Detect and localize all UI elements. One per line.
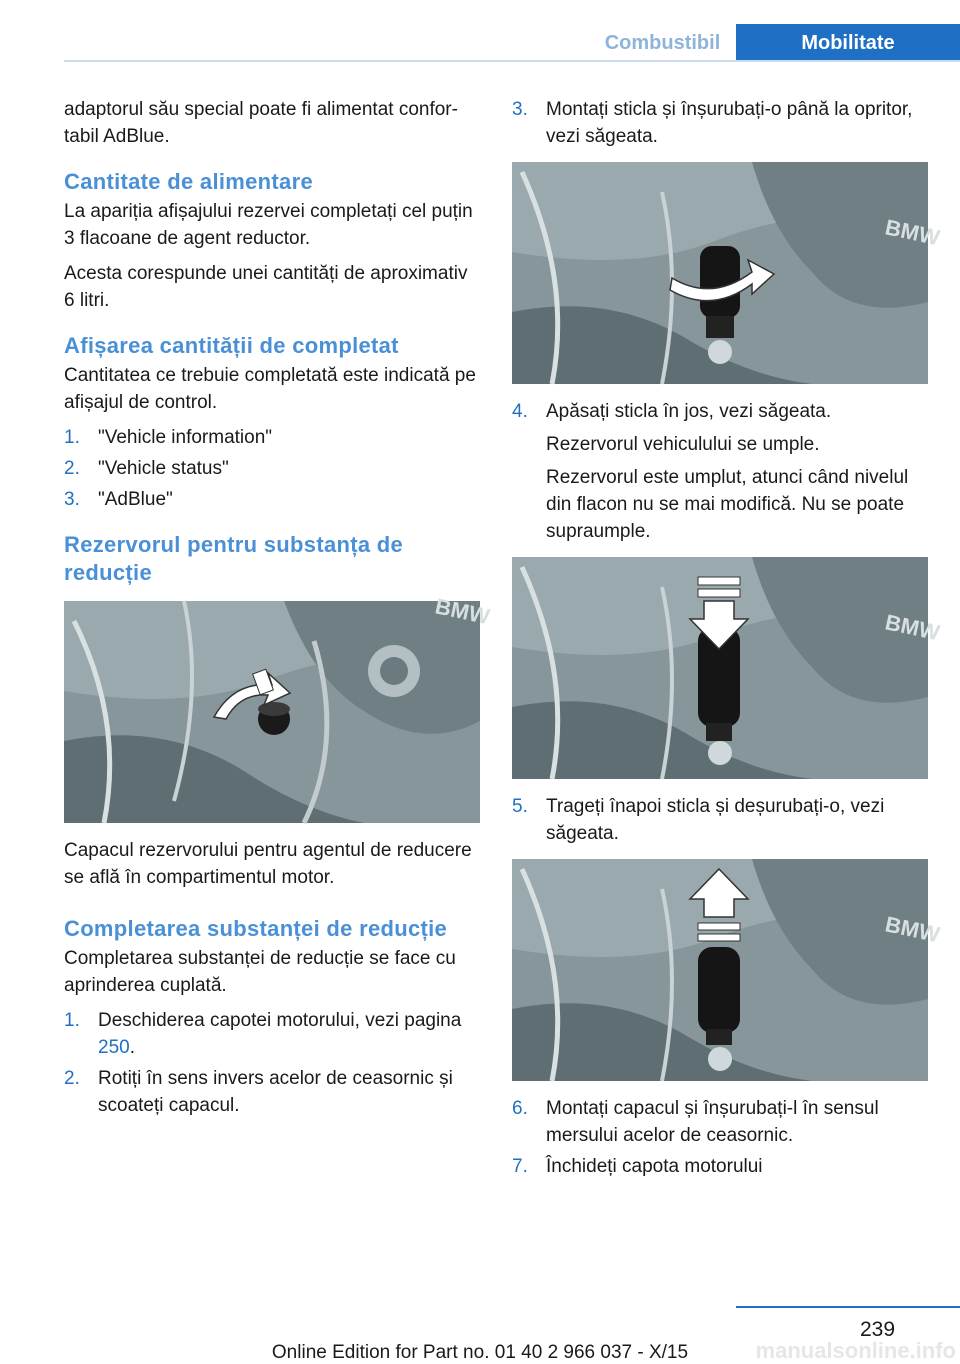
intro-paragraph: adaptorul său special poate fi alimentat confortabil AdBlue. xyxy=(64,99,458,147)
list-item xyxy=(64,1007,480,1061)
step-text: Rotiți în sens invers acelor de ceasornic și scoateți capacul. xyxy=(98,1068,453,1116)
tab-combustibil[interactable]: Combustibil xyxy=(590,24,735,62)
right-column xyxy=(512,96,942,1192)
heading-rezervor: Rezervorul pentru substanța de reducție xyxy=(64,532,404,585)
display-steps-list xyxy=(64,424,480,513)
step-number: 2. xyxy=(64,458,80,479)
engine-bay-illustration xyxy=(512,859,942,1081)
step-subtext: Rezervorul este umplut, atunci când nivelul din flacon nu se mai modifică. Nu se poate supraumple. xyxy=(546,467,909,542)
list-item xyxy=(64,486,480,513)
step-text: "AdBlue" xyxy=(98,489,173,510)
mount-bottle-figure xyxy=(512,162,942,384)
list-item xyxy=(512,96,928,150)
steps-list-right-2 xyxy=(512,398,928,545)
list-item xyxy=(64,455,480,482)
left-column xyxy=(64,96,492,1131)
heading-cantitate: Cantitate de alimentare xyxy=(64,169,313,194)
svg-text:BMW: BMW xyxy=(882,609,942,646)
display-paragraph: Cantitatea ce trebuie completată este indicată pe afișajul de control. xyxy=(64,365,476,413)
tank-cap-figure xyxy=(64,593,492,823)
page-number: 239 xyxy=(860,1318,896,1341)
list-item xyxy=(512,793,928,847)
list-item xyxy=(512,398,928,545)
engine-bay-illustration xyxy=(512,162,942,384)
svg-text:BMW: BMW xyxy=(432,593,492,630)
engine-bay-illustration xyxy=(512,557,942,779)
tank-paragraph: Capacul rezervorului pentru agentul de reducere se află în compartimentul motor. xyxy=(64,840,472,888)
step-text: "Vehicle status" xyxy=(98,458,229,479)
heading-afisare: Afișarea cantității de completat xyxy=(64,333,399,358)
svg-text:BMW: BMW xyxy=(882,911,942,948)
step-number: 3. xyxy=(512,99,528,120)
step-subtext: Rezervorul vehiculului se umple. xyxy=(546,434,820,455)
list-item xyxy=(512,1095,928,1149)
step-text: Montați sticla și înșurubați-o până la opritor, vezi săgeata. xyxy=(546,99,913,147)
header-divider xyxy=(64,60,960,62)
press-bottle-figure xyxy=(512,557,942,779)
quantity-paragraph-2: Acesta corespunde unei cantități de aproximativ 6 litri. xyxy=(64,263,468,311)
step-text: Trageți înapoi sticla și deșurubați-o, vezi săgeata. xyxy=(546,796,885,844)
engine-bay-illustration xyxy=(64,593,492,823)
step-number: 3. xyxy=(64,489,80,510)
tab-mobilitate[interactable]: Mobilitate xyxy=(736,24,960,62)
steps-list-right xyxy=(512,96,928,150)
remove-bottle-figure xyxy=(512,859,942,1081)
svg-text:BMW: BMW xyxy=(882,214,942,251)
step-number: 5. xyxy=(512,796,528,817)
page-number-rule xyxy=(736,1306,960,1308)
list-item xyxy=(64,424,480,451)
step-text: Deschiderea capotei motorului, vezi pagina xyxy=(98,1010,462,1031)
step-number: 7. xyxy=(512,1156,528,1177)
edition-footer: Online Edition for Part no. 01 40 2 966 037 - X/15 xyxy=(271,1342,689,1363)
list-item xyxy=(64,1065,480,1119)
fill-paragraph: Completarea substanței de reducție se face cu aprinderea cuplată. xyxy=(64,948,456,996)
step-text: "Vehicle information" xyxy=(98,427,273,448)
page-link[interactable]: 250 xyxy=(98,1037,130,1058)
steps-list-right-4 xyxy=(512,1095,928,1180)
step-text: Montați capacul și înșurubați-l în sensul mersului acelor de ceasornic. xyxy=(546,1098,879,1146)
step-number: 4. xyxy=(512,401,528,422)
list-item xyxy=(512,1153,928,1180)
heading-completare: Completarea substanței de reducție xyxy=(64,916,448,941)
watermark: manualsonline.info xyxy=(755,1338,956,1363)
step-text-end: . xyxy=(129,1037,135,1058)
step-number: 6. xyxy=(512,1098,528,1119)
step-number: 2. xyxy=(64,1068,80,1089)
step-number: 1. xyxy=(64,1010,80,1031)
step-text: Apăsați sticla în jos, vezi săgeata. xyxy=(546,401,832,422)
step-number: 1. xyxy=(64,427,80,448)
fill-steps-list xyxy=(64,1007,480,1119)
quantity-paragraph-1: La apariția afișajului rezervei completați cel puțin 3 flacoane de agent reductor. xyxy=(64,201,473,249)
step-text: Închideți capota motorului xyxy=(546,1156,763,1177)
steps-list-right-3 xyxy=(512,793,928,847)
